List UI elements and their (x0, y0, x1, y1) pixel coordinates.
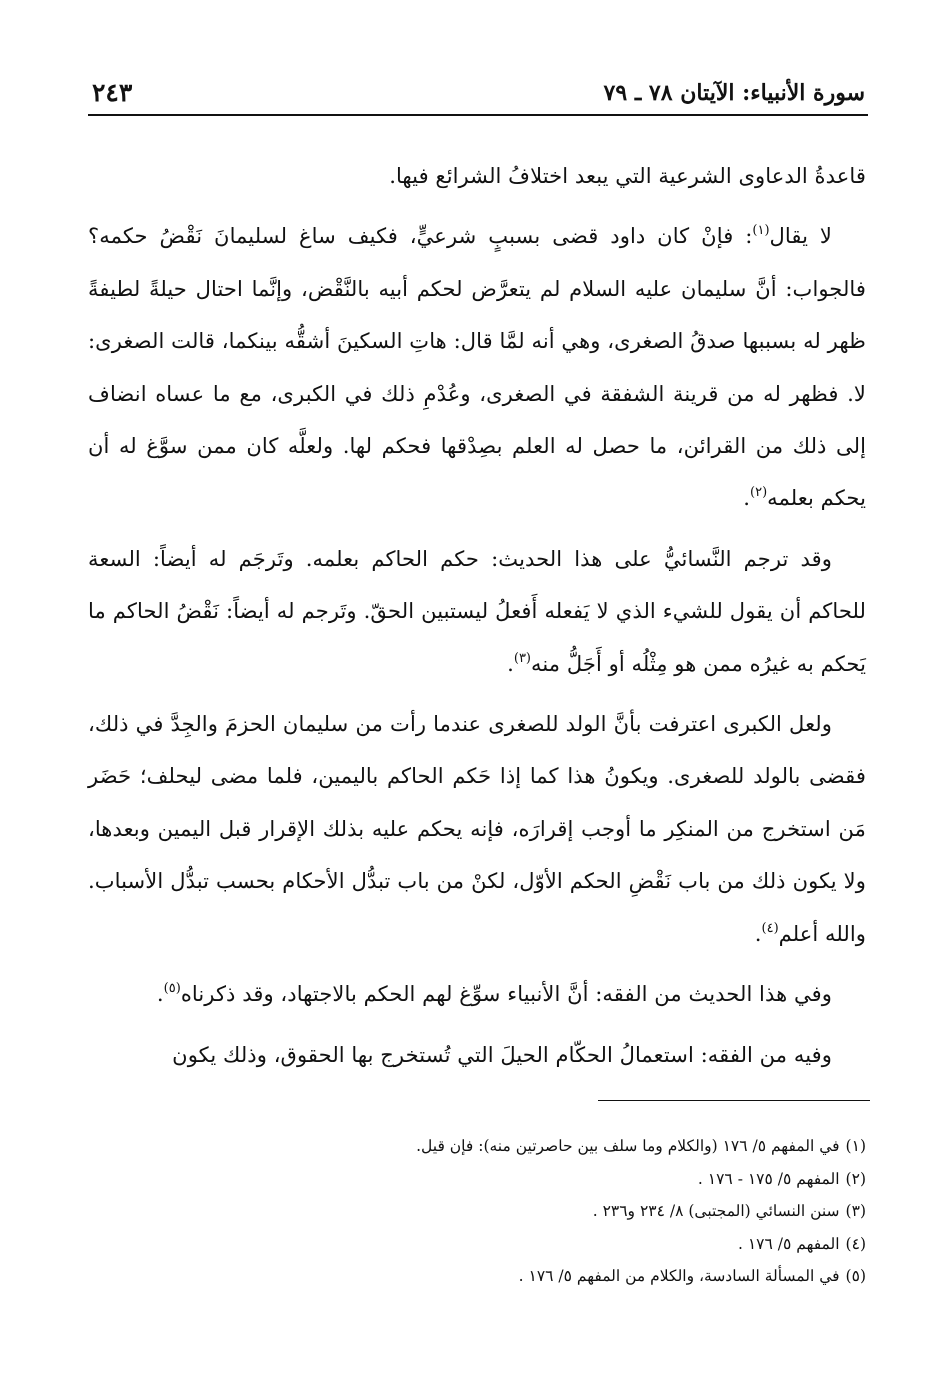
body-text (88, 150, 866, 1089)
footnote-ref-5[interactable]: (٥) (163, 981, 181, 997)
footnote-marker: (٣) (845, 1202, 866, 1221)
paragraph-2-text-a: لا يقال (769, 223, 832, 249)
footnote-item (88, 1163, 866, 1196)
footnote-marker: (١) (845, 1137, 866, 1155)
paragraph-4 (88, 698, 866, 960)
footnote-text: المفهم ٥/ ١٧٥ - ١٧٦ . (697, 1169, 840, 1188)
running-header (92, 70, 865, 114)
footnote-marker: (٤) (845, 1234, 866, 1253)
footnote-text: في المفهم ٥/ ١٧٦ (والكلام وما سلف بين حاصرتين منه): فإن قيل. (416, 1137, 840, 1155)
paragraph-3-text-b: . (507, 650, 514, 676)
paragraph-2-text-b: : فإنْ كان داود قضى بسببٍ شرعيٍّ، فكيف ساغ لسليمانَ نَقْضُ حكمه؟ فالجواب: أنَّ سليمان عليه السلام لم يتعرَّض لحكم أبيه بالنَّقْض، وإنَّما احتال حيلةً لطيفةً ظهر له بسببها صدقُ الصغرى، وهي أنه لمَّا قال: هاتِ السكينَ أشقُّه بينكما، قالت الصغرى: لا. فظهر له من قرينة الشفقة في الصغرى، وعُدْمِ ذلك في الكبرى، مع ما عساه انضاف إلى ذلك من القرائن، ما حصل له العلم بصِدْقها فحكم لها. ولعلَّه كان ممن سوَّغ له أن يحكم بعلمه (88, 223, 866, 511)
paragraph-1-text: قاعدةُ الدعاوى الشرعية التي يبعد اختلافُ الشرائع فيها. (389, 163, 866, 188)
footnote-ref-1[interactable]: (١) (752, 223, 770, 239)
footnote-marker: (٥) (845, 1267, 866, 1286)
paragraph-6-text: وفيه من الفقه: استعمالُ الحكّام الحيلَ التي تُستخرج بها الحقوق، وذلك يكون (172, 1041, 832, 1067)
footnote-item (88, 1228, 866, 1261)
paragraph-6 (88, 1029, 866, 1081)
page-number: ٢٤٣ (92, 78, 133, 107)
paragraph-3 (88, 533, 866, 690)
footnote-separator (598, 1100, 870, 1101)
paragraph-2-text-c: . (743, 485, 750, 511)
footnote-item (88, 1195, 866, 1228)
footnote-text: سنن النسائي (المجتبى) ٨/ ٢٣٤ و٢٣٦ . (592, 1202, 840, 1221)
paragraph-2 (88, 210, 866, 524)
paragraph-1 (88, 150, 866, 202)
footnote-text: في المسألة السادسة، والكلام من المفهم ٥/ ١٧٦ . (518, 1267, 840, 1286)
paragraph-4-text-a: ولعل الكبرى اعترفت بأنَّ الولد للصغرى عندما رأت من سليمان الحزمَ والجِدَّ في ذلك، فقضى بالولد للصغرى. ويكونُ هذا كما إذا حَكم الحاكم باليمين، فلما مضى ليحلف؛ حَضَر مَن استخرج من المنكِر ما أوجب إقرارَه، فإنه يحكم عليه بذلك الإقرار قبل اليمين وبعدها، ولا يكون ذلك من باب نَقْضِ الحكم الأوّل، لكنْ من باب تبدُّل الأحكام بحسب تبدُّل الأسباب. والله أعلم (88, 711, 866, 946)
paragraph-5 (88, 968, 866, 1020)
footnote-ref-2[interactable]: (٢) (750, 485, 768, 501)
paragraph-5-text-a: وفي هذا الحديث من الفقه: أنَّ الأنبياء سوِّغ لهم الحكم بالاجتهاد، وقد ذكرناه (180, 981, 832, 1007)
footnote-item (88, 1260, 866, 1293)
footnote-item (88, 1130, 866, 1163)
header-rule (88, 114, 868, 116)
footnote-text: المفهم ٥/ ١٧٦ . (738, 1234, 840, 1253)
paragraph-5-text-b: . (156, 981, 164, 1007)
footnote-marker: (٢) (845, 1169, 866, 1188)
paragraph-3-text-a: وقد ترجم النَّسائيُّ على هذا الحديث: حكم الحاكم بعلمه. وتَرجَم له أيضاً: السعة للحاكم أن يقول للشيء الذي لا يَفعله أَفعلُ ليستبين الحقّ. وتَرجم له أيضاً: نَقْضُ الحاكم ما يَحكم به غيرُه ممن هو مِثْلُه أو أَجَلُّ منه (88, 545, 866, 676)
footnote-ref-3[interactable]: (٣) (513, 650, 531, 666)
paragraph-4-text-b: . (754, 920, 762, 946)
footnotes-list (88, 1130, 866, 1293)
footnote-ref-4[interactable]: (٤) (761, 920, 779, 936)
chapter-title: سورة الأنبياء: الآيتان ٧٨ ـ ٧٩ (603, 80, 865, 106)
